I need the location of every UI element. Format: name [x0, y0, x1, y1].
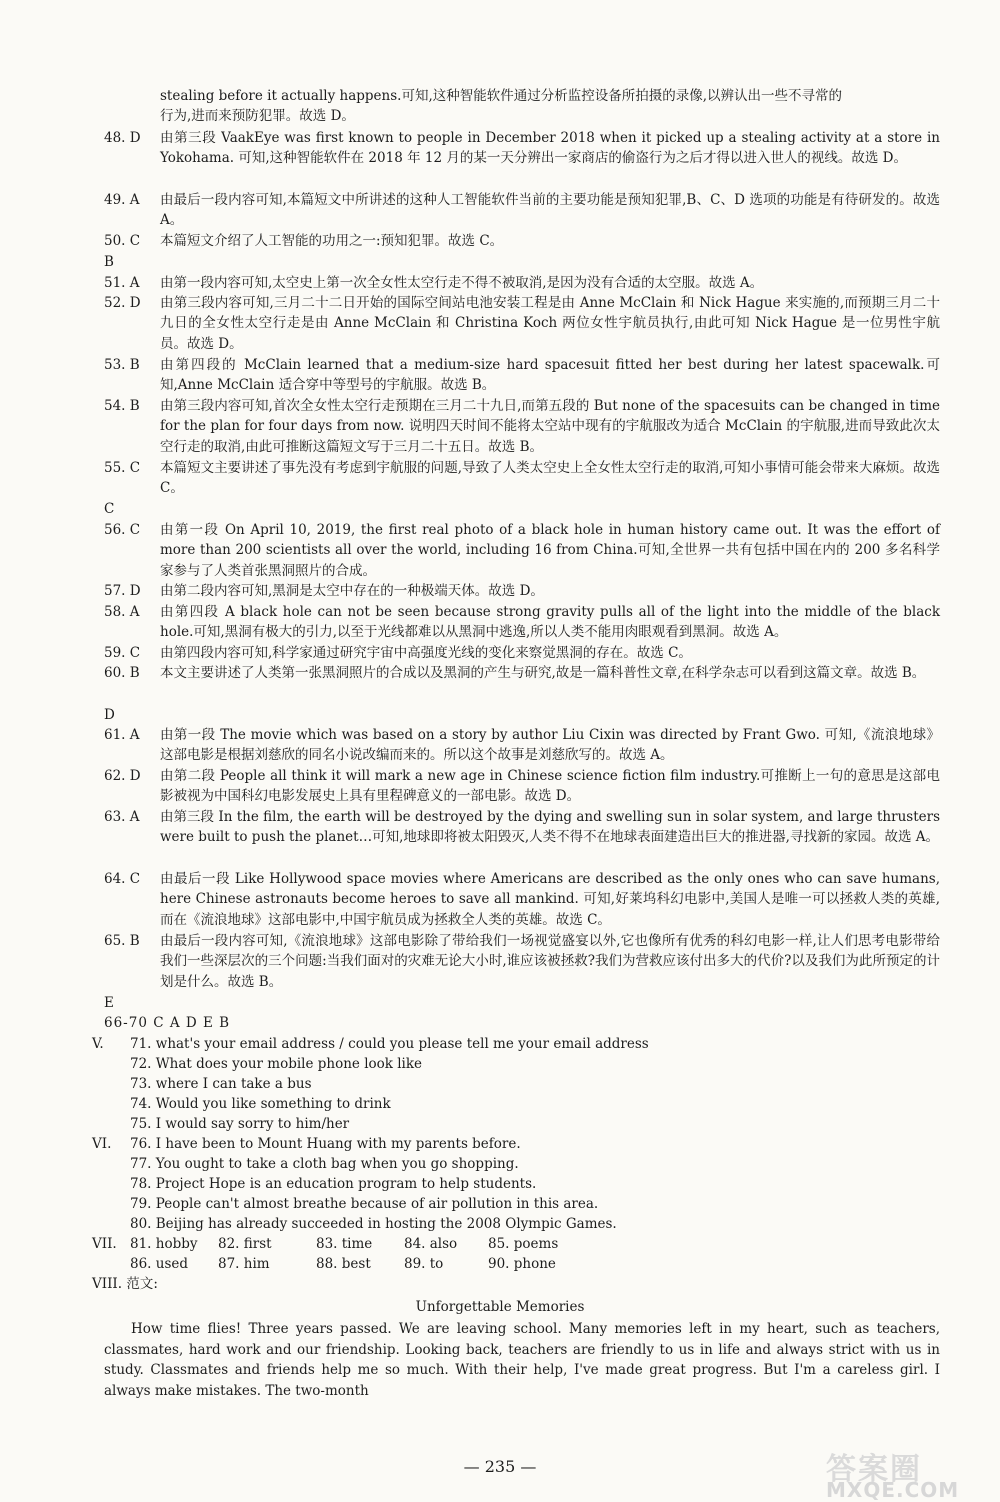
vi-line-76: 76. I have been to Mount Huang with my parents before. — [130, 1136, 521, 1152]
answer-item-56 — [104, 520, 940, 581]
item-number: 60. B — [104, 665, 140, 681]
vii-answer-84: 84. also — [404, 1236, 458, 1252]
item-explanation: 由最后一段内容可知,本篇短文中所讲述的这种人工智能软件当前的主要功能是预知犯罪,B、C、D 选项的功能是有待研发的。故选 A。 — [160, 192, 940, 229]
answer-item-57 — [104, 581, 940, 601]
section-label-viii: VIII. 范文: — [92, 1276, 158, 1292]
answer-item-63 — [104, 807, 940, 848]
answer-item-51 — [104, 273, 940, 293]
vii-answer-87: 87. him — [218, 1256, 270, 1272]
v-line-71: 71. what's your email address / could you please tell me your email address — [130, 1036, 649, 1052]
vi-line-79: 79. People can't almost breathe because of air pollution in this area. — [130, 1196, 599, 1212]
item-number: 54. B — [104, 398, 140, 414]
answer-item-58 — [104, 602, 940, 643]
item-number: 65. B — [104, 933, 140, 949]
vii-answer-85: 85. poems — [488, 1236, 559, 1252]
v-line-74: 74. Would you like something to drink — [130, 1096, 391, 1112]
section-label-vi: VI. — [92, 1136, 112, 1152]
item-number: 52. D — [104, 295, 141, 311]
item-47-continuation-line-1: stealing before it actually happens.可知,这种智能软件通过分析监控设备所拍摄的录像,以辨认出一些不寻常的 — [160, 88, 843, 104]
item-number: 53. B — [104, 357, 140, 373]
vii-answer-90: 90. phone — [488, 1256, 556, 1272]
essay-title: Unforgettable Memories — [415, 1299, 585, 1315]
item-number: 56. C — [104, 522, 141, 538]
section-label-v: V. — [92, 1036, 104, 1052]
item-explanation: 由第三段 VaakEye was first known to people in December 2018 when it picked up a stealing activity at a store in Yokohama. 可知,这种智能软件在 2018 年 12 月的某一天分辨出一家商店的偷盗行为之后才得以进入世人的视线。故选 D。 — [160, 130, 940, 167]
vii-answer-81: 81. hobby — [130, 1236, 198, 1252]
section-label-vii: VII. — [92, 1236, 117, 1252]
answer-item-59 — [104, 643, 940, 663]
answer-item-53 — [104, 355, 940, 396]
item-number: 63. A — [104, 809, 140, 825]
item-number: 57. D — [104, 583, 141, 599]
item-number: 64. C — [104, 871, 141, 887]
answer-item-61 — [104, 725, 940, 766]
section-label-c: C — [104, 501, 115, 517]
page-number: — 235 — — [463, 1457, 537, 1476]
vii-answer-86: 86. used — [130, 1256, 189, 1272]
vi-line-78: 78. Project Hope is an education program to help students. — [130, 1176, 537, 1192]
item-explanation: 由第四段内容可知,科学家通过研究宇宙中高强度光线的变化来察觉黑洞的存在。故选 C。 — [160, 645, 692, 661]
answer-item-49 — [104, 190, 940, 231]
item-number: 61. A — [104, 727, 140, 743]
item-number: 50. C — [104, 233, 141, 249]
item-number: 62. D — [104, 768, 141, 784]
item-explanation: 由第二段 People all think it will mark a new age in Chinese science fiction film industry.可推断上一句的意思是这部电影被视为中国科幻电影发展史上具有里程碑意义的一部电影。故选 D。 — [160, 768, 940, 805]
item-47-continuation-line-2: 行为,进而来预防犯罪。故选 D。 — [160, 108, 355, 124]
item-explanation: 由第三段 In the film, the earth will be destroyed by the dying and swelling sun in solar system, and large thrusters were built to push the planet…可知,地球即将被太阳毁灭,人类不得不在地球表面建造出巨大的推进器,寻找新的家园。故选 A。 — [160, 809, 940, 846]
vi-line-77: 77. You ought to take a cloth bag when you go shopping. — [130, 1156, 519, 1172]
answer-item-52 — [104, 293, 940, 354]
item-explanation: 本篇短文主要讲述了事先没有考虑到宇航服的问题,导致了人类太空史上全女性太空行走的取消,可知小事情可能会带来大麻烦。故选 C。 — [160, 460, 940, 497]
item-number: 49. A — [104, 192, 140, 208]
section-label-e: E — [104, 995, 114, 1011]
answer-item-55 — [104, 458, 940, 499]
item-explanation: 本文主要讲述了人类第一张黑洞照片的合成以及黑洞的产生与研究,故是一篇科普性文章,在科学杂志可以看到这篇文章。故选 B。 — [160, 665, 926, 681]
e-answers: 66-70 C A D E B — [104, 1015, 231, 1031]
item-explanation: 由第四段 A black hole can not be seen because strong gravity pulls all of the light into the middle of the black hole.可知,黑洞有极大的引力,以至于光线都难以从黑洞中逃逸,所以人类不能用肉眼观看到黑洞。故选 A。 — [160, 604, 940, 641]
vii-answer-83: 83. time — [316, 1236, 373, 1252]
vii-answer-88: 88. best — [316, 1256, 371, 1272]
v-line-73: 73. where I can take a bus — [130, 1076, 312, 1092]
item-number: 59. C — [104, 645, 141, 661]
vii-answer-82: 82. first — [218, 1236, 272, 1252]
item-explanation: 由最后一段内容可知,《流浪地球》这部电影除了带给我们一场视觉盛宴以外,它也像所有优秀的科幻电影一样,让人们思考电影带给我们一些深层次的三个问题:当我们面对的灾难无论大小时,谁应该被拯救?我们为营救应该付出多大的代价?以及我们为此所预定的计划是什么。故选 B。 — [160, 933, 940, 990]
item-explanation: 由第三段内容可知,首次全女性太空行走预期在三月二十九日,而第五段的 But none of the spacesuits can be changed in time for the plan for four days from now. 说明四天时间不能将太空站中现有的宇航服改为适合 McClain 的宇航服,进而导致此次太空行走的取消,由此可推断这篇短文写于三月二十五日。故选 B。 — [160, 398, 940, 455]
item-explanation: 由最后一段 Like Hollywood space movies where Americans are described as the only ones who can save humans, here Chinese astronauts become heroes to save all mankind. 可知,好莱坞科幻电影中,美国人是唯一可以拯救人类的英雄,而在《流浪地球》这部电影中,中国宇航员成为拯救全人类的英雄。故选 C。 — [160, 871, 940, 928]
answer-item-54 — [104, 396, 940, 457]
item-explanation: 由第一段 The movie which was based on a story by author Liu Cixin was directed by Frant Gwo. 可知,《流浪地球》这部电影是根据刘慈欣的同名小说改编而来的。所以这个故事是刘慈欣写的。故选 A。 — [160, 727, 940, 764]
item-explanation: 由第三段内容可知,三月二十二日开始的国际空间站电池安装工程是由 Anne McClain 和 Nick Hague 来实施的,而预期三月二十九日的全女性太空行走是由 Anne McClain 和 Christina Koch 两位女性宇航员执行,由此可知 Nick Hague 是一位男性宇航员。故选 D。 — [160, 295, 940, 352]
essay-body: How time flies! Three years passed. We are leaving school. Many memories left in my heart, such as teachers, classmates, hard work and our friendship. Looking back, teachers are friendly to us in life and always strict with us in study. Classmates and friends help me so much. With their help, I've made great progress. But I'm a careless girl. I always make mistakes. The two-month — [104, 1321, 940, 1399]
section-label-d: D — [104, 707, 115, 723]
watermark-url: MXQE.COM — [826, 1478, 960, 1502]
item-explanation: 由第一段 On April 10, 2019, the first real photo of a black hole in human history came out. It was the effort of more than 200 scientists all over the world, including 16 from China.可知,全世界一共有包括中国在内的 200 多名科学家参与了人类首张黑洞照片的合成。 — [160, 522, 940, 579]
answer-item-48 — [104, 128, 940, 169]
v-line-75: 75. I would say sorry to him/her — [130, 1116, 350, 1132]
item-number: 58. A — [104, 604, 140, 620]
watermark-logo-text: 答案圈 — [826, 1452, 922, 1487]
vi-line-80: 80. Beijing has already succeeded in hosting the 2008 Olympic Games. — [130, 1216, 617, 1232]
item-explanation: 由第二段内容可知,黑洞是太空中存在的一种极端天体。故选 D。 — [160, 583, 544, 599]
answer-item-60 — [104, 663, 940, 683]
item-explanation: 本篇短文介绍了人工智能的功用之一:预知犯罪。故选 C。 — [160, 233, 504, 249]
answer-item-64 — [104, 869, 940, 930]
item-explanation: 由第一段内容可知,太空史上第一次全女性太空行走不得不被取消,是因为没有合适的太空服。故选 A。 — [160, 275, 764, 291]
answer-item-50 — [104, 231, 940, 251]
answer-item-65 — [104, 931, 940, 992]
section-label-b: B — [104, 254, 114, 270]
item-explanation: 由第四段的 McClain learned that a medium-size hard spacesuit fitted her best during her latest spacewalk.可知,Anne McClain 适合穿中等型号的宇航服。故选 B。 — [160, 357, 940, 394]
item-number: 51. A — [104, 275, 140, 291]
item-number: 48. D — [104, 130, 141, 146]
v-line-72: 72. What does your mobile phone look like — [130, 1056, 423, 1072]
vii-answer-89: 89. to — [404, 1256, 444, 1272]
answer-item-62 — [104, 766, 940, 807]
item-number: 55. C — [104, 460, 141, 476]
